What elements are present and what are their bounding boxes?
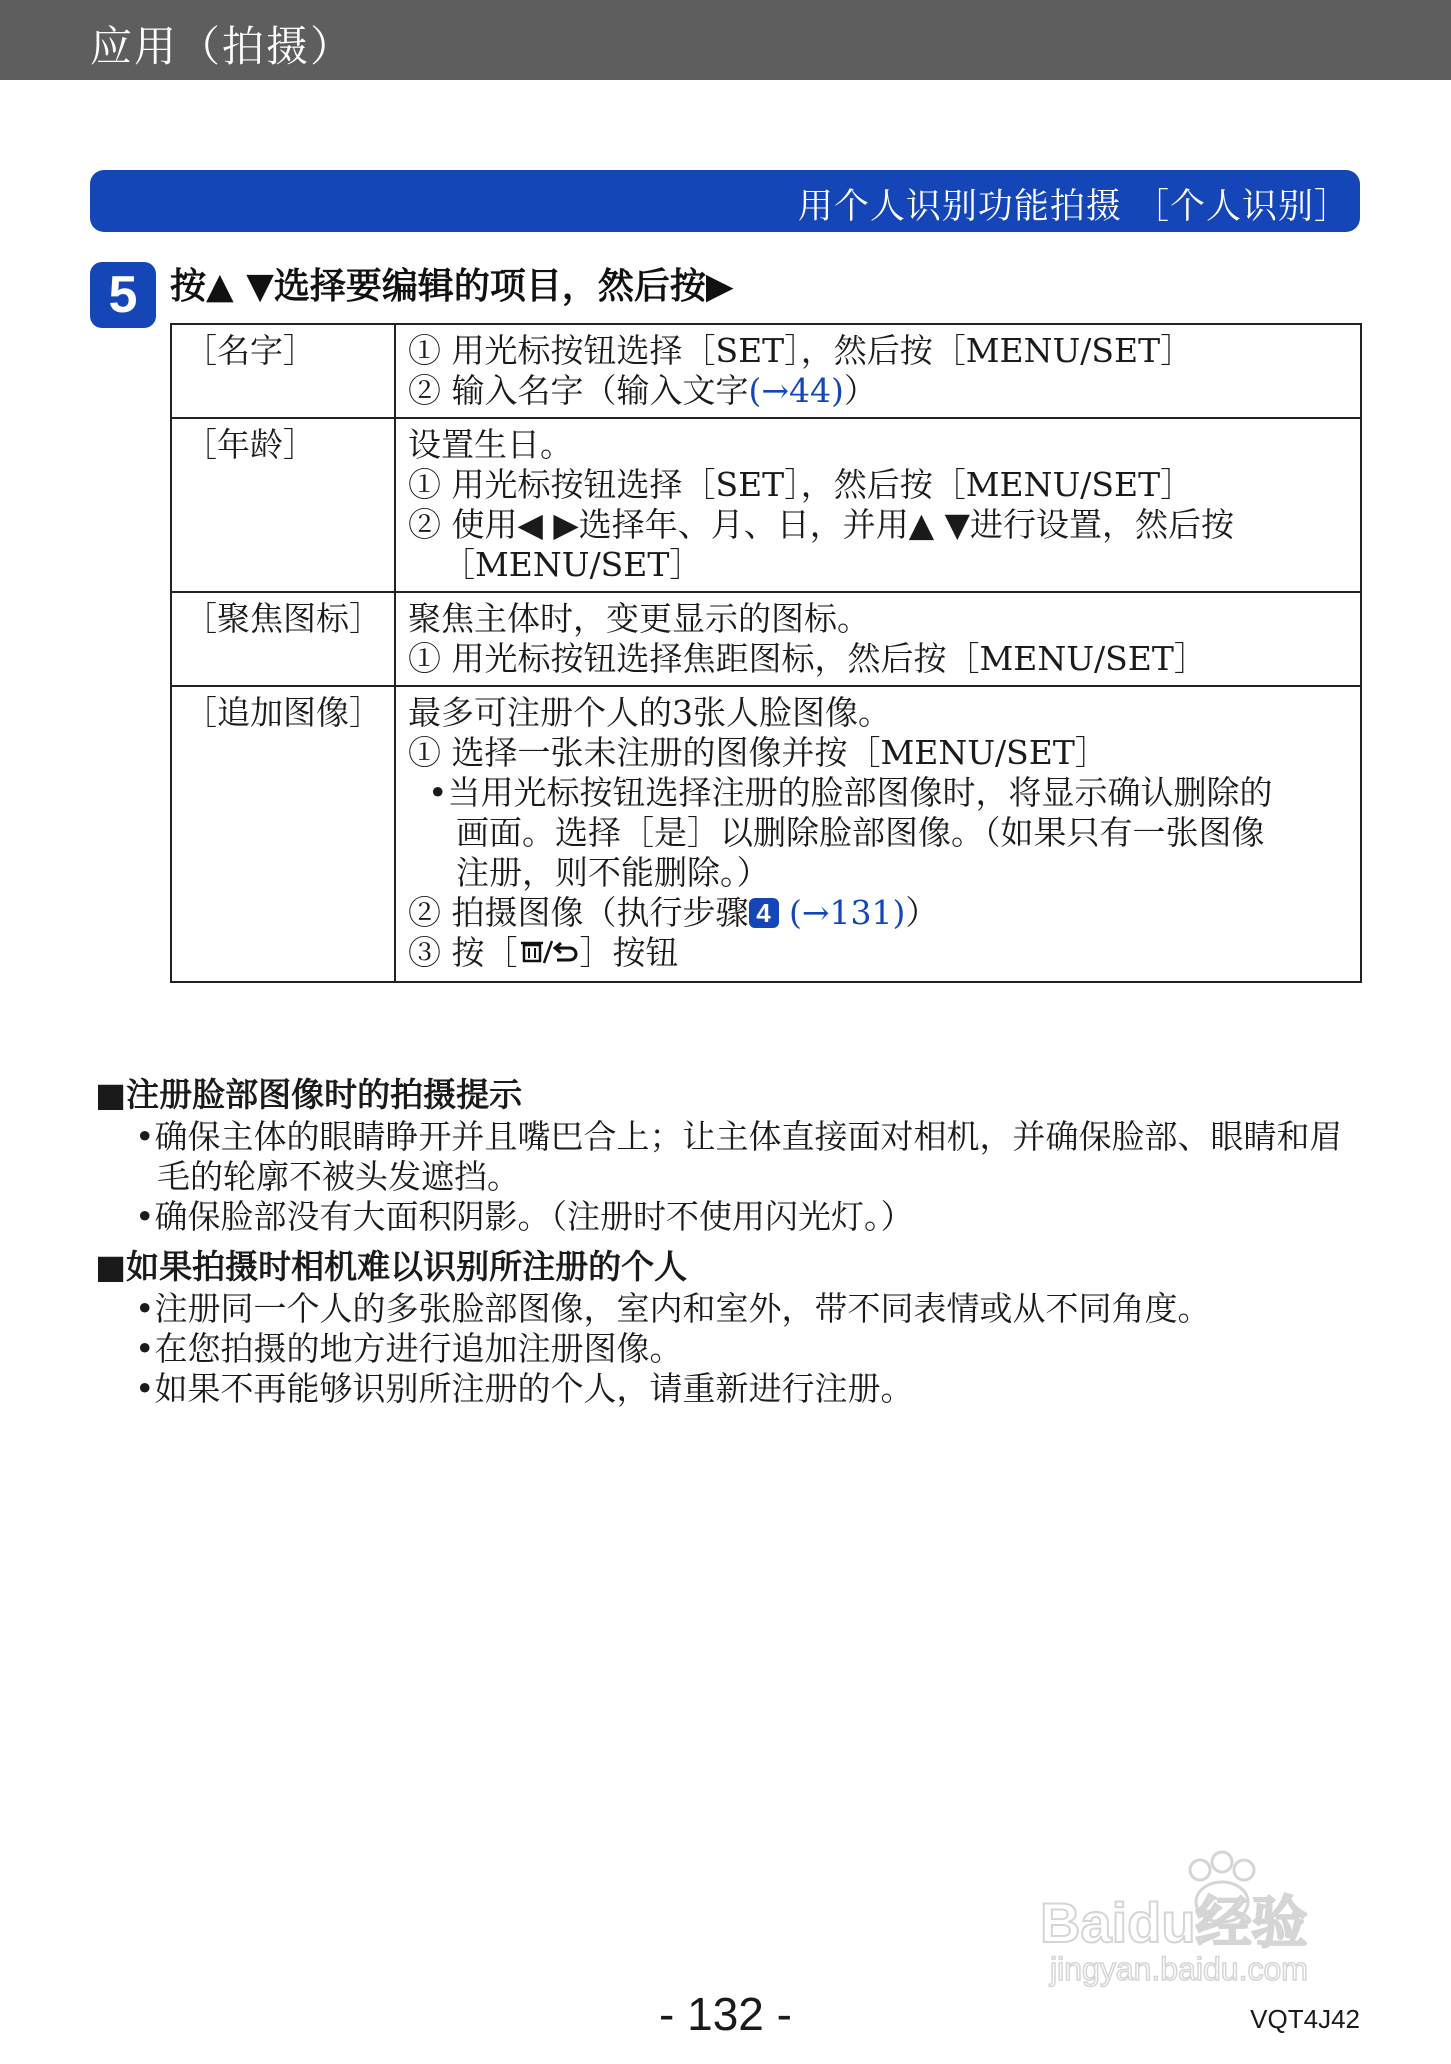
row-key: ［名字］ xyxy=(171,324,395,418)
step-instruction: 按▲ ▼选择要编辑的项目，然后按▶ xyxy=(170,266,734,307)
row-line: ［MENU/SET］ xyxy=(442,545,703,584)
row-line-text: ③ 按［ xyxy=(408,933,518,972)
row-line-text: ② 拍摄图像（执行步骤 xyxy=(408,893,749,932)
tip-item: •确保主体的眼睛睁开并且嘴巴合上；让主体直接面对相机，并确保脸部、眼睛和眉毛的轮廓不被头发遮挡。 xyxy=(135,1117,1343,1196)
row-line: ① 用光标按钮选择焦距图标，然后按［MENU/SET］ xyxy=(408,639,1207,678)
table-row xyxy=(171,592,1361,686)
row-value xyxy=(395,686,1361,982)
row-line: 画面。选择［是］以删除脸部图像。（如果只有一张图像 xyxy=(456,813,1265,852)
row-key: ［年龄］ xyxy=(171,418,395,592)
row-value xyxy=(395,418,1361,592)
section-title: 用个人识别功能拍摄 ［个人识别］ xyxy=(797,187,1350,227)
page-header-bar xyxy=(0,0,1451,80)
page-reference-link[interactable]: (→44) xyxy=(748,371,844,410)
row-line-text: ） xyxy=(905,893,939,932)
trash-return-icon xyxy=(520,935,578,975)
row-line xyxy=(408,933,1350,975)
tip-heading: ■如果拍摄时相机难以识别所注册的个人 xyxy=(95,1247,688,1286)
tip-item: •注册同一个人的多张脸部图像，室内和室外，带不同表情或从不同角度。 xyxy=(135,1289,1211,1328)
row-line-text: ］按钮 xyxy=(579,933,679,972)
baidu-watermark xyxy=(1030,1840,1370,1990)
shooting-tips xyxy=(95,1065,1365,1409)
page-header-title: 应用（拍摄） xyxy=(90,22,355,71)
tip-heading: ■注册脸部图像时的拍摄提示 xyxy=(95,1075,523,1114)
row-line: •当用光标按钮选择注册的脸部图像时，将显示确认删除的 xyxy=(428,773,1273,812)
row-line: ① 用光标按钮选择［SET］，然后按［MENU/SET］ xyxy=(408,331,1194,370)
step-number-badge: 5 xyxy=(90,262,156,328)
table-row xyxy=(171,686,1361,982)
row-line: ① 用光标按钮选择［SET］，然后按［MENU/SET］ xyxy=(408,465,1194,504)
tip-item: •确保脸部没有大面积阴影。（注册时不使用闪光灯。） xyxy=(135,1197,914,1236)
table-row xyxy=(171,418,1361,592)
tip-item: •在您拍摄的地方进行追加注册图像。 xyxy=(135,1329,683,1368)
row-line: 聚焦主体时，变更显示的图标。 xyxy=(408,599,870,638)
section-header xyxy=(90,170,1360,232)
row-value xyxy=(395,592,1361,686)
row-key: ［追加图像］ xyxy=(171,686,395,982)
table-row xyxy=(171,324,1361,418)
row-line xyxy=(408,371,1350,411)
page-number: - 132 - xyxy=(659,1988,792,2040)
row-line-text: ） xyxy=(843,371,877,410)
row-line: ① 选择一张未注册的图像并按［MENU/SET］ xyxy=(408,733,1108,772)
document-code: VQT4J42 xyxy=(1250,2004,1360,2034)
row-line: 注册，则不能删除。） xyxy=(456,853,770,892)
settings-table xyxy=(170,323,1362,983)
tip-item: •如果不再能够识别所注册的个人，请重新进行注册。 xyxy=(135,1369,914,1408)
step-4-badge: 4 xyxy=(749,898,779,928)
watermark-brand: Baidu经验 xyxy=(1040,1891,1308,1954)
row-line: ② 使用◀ ▶选择年、月、日，并用▲ ▼进行设置，然后按 xyxy=(408,505,1234,544)
row-line: 最多可注册个人的3张人脸图像。 xyxy=(408,693,891,732)
row-line: 设置生日。 xyxy=(408,425,573,464)
row-line xyxy=(408,893,1350,933)
row-line-text: ② 输入名字（输入文字 xyxy=(408,371,749,410)
row-value xyxy=(395,324,1361,418)
page-reference-link[interactable]: (→131) xyxy=(789,893,906,932)
watermark-url: jingyan.baidu.com xyxy=(1050,1951,1308,1987)
row-key: ［聚焦图标］ xyxy=(171,592,395,686)
